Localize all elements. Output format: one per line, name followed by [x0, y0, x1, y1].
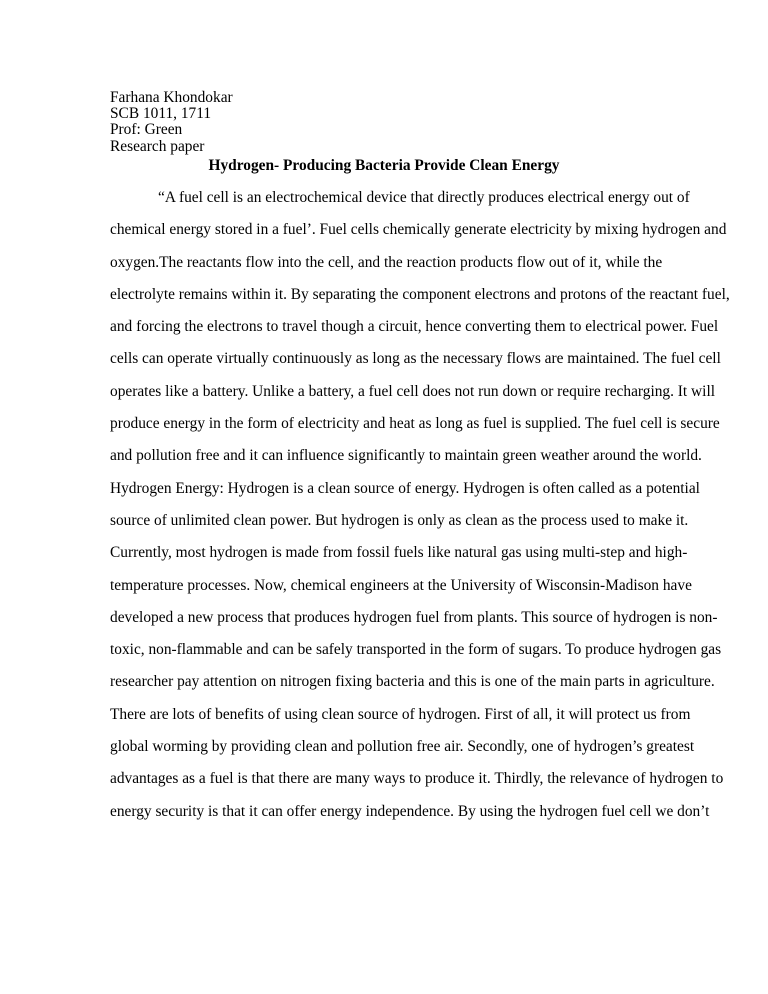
paper-title: Hydrogen- Producing Bacteria Provide Clean Energy	[208, 157, 560, 174]
text-line: energy security is that it can offer energy independence. By using the hydrogen fuel cell we don’t	[110, 802, 710, 820]
text-line: Currently, most hydrogen is made from fossil fuels like natural gas using multi-step and high-	[110, 544, 688, 562]
text-line: “A fuel cell is an electrochemical device that directly produces electrical energy out of	[158, 189, 690, 206]
text-line: toxic, non-flammable and can be safely transported in the form of sugars. To produce hydrogen gas	[110, 641, 722, 659]
course-code: SCB 1011, 1711	[110, 105, 212, 123]
text-line: global worming by providing clean and pollution free air. Secondly, one of hydrogen’s greatest	[110, 738, 695, 756]
text-line: developed a new process that produces hydrogen fuel from plants. This source of hydrogen is non-	[110, 608, 718, 626]
text-line: and pollution free and it can influence significantly to maintain green weather around the world.	[110, 447, 702, 465]
text-line: operates like a battery. Unlike a battery, a fuel cell does not run down or require recharging. It will	[110, 382, 715, 400]
text-line: advantages as a fuel is that there are many ways to produce it. Thirdly, the relevance of hydrogen to	[110, 770, 724, 788]
paper-header	[110, 90, 670, 155]
text-line: temperature processes. Now, chemical engineers at the University of Wisconsin-Madison have	[110, 576, 692, 594]
body-text	[110, 182, 730, 828]
document-type: Research paper	[110, 137, 205, 155]
text-line: produce energy in the form of electricity and heat as long as fuel is supplied. The fuel cell is secure	[110, 415, 720, 433]
text-line: researcher pay attention on nitrogen fixing bacteria and this is one of the main parts in agriculture.	[110, 673, 715, 691]
text-line: cells can operate virtually continuously as long as the necessary flows are maintained. The fuel cell	[110, 350, 721, 368]
text-line: electrolyte remains within it. By separating the component electrons and protons of the reactant fuel,	[110, 285, 730, 303]
text-line: Hydrogen Energy: Hydrogen is a clean source of energy. Hydrogen is often called as a potential	[110, 479, 700, 497]
author-name: Farhana Khondokar	[110, 89, 233, 106]
professor-name: Prof: Green	[110, 121, 183, 139]
text-line: chemical energy stored in a fuel’. Fuel cells chemically generate electricity by mixing hydrogen and	[110, 221, 727, 239]
text-line: There are lots of benefits of using clean source of hydrogen. First of all, it will protect us from	[110, 705, 691, 723]
text-line: oxygen.The reactants flow into the cell, and the reaction products flow out of it, while the	[110, 253, 663, 271]
text-line: source of unlimited clean power. But hydrogen is only as clean as the process used to make it.	[110, 511, 689, 529]
text-line: and forcing the electrons to travel though a circuit, hence converting them to electrical power. Fuel	[110, 318, 719, 336]
